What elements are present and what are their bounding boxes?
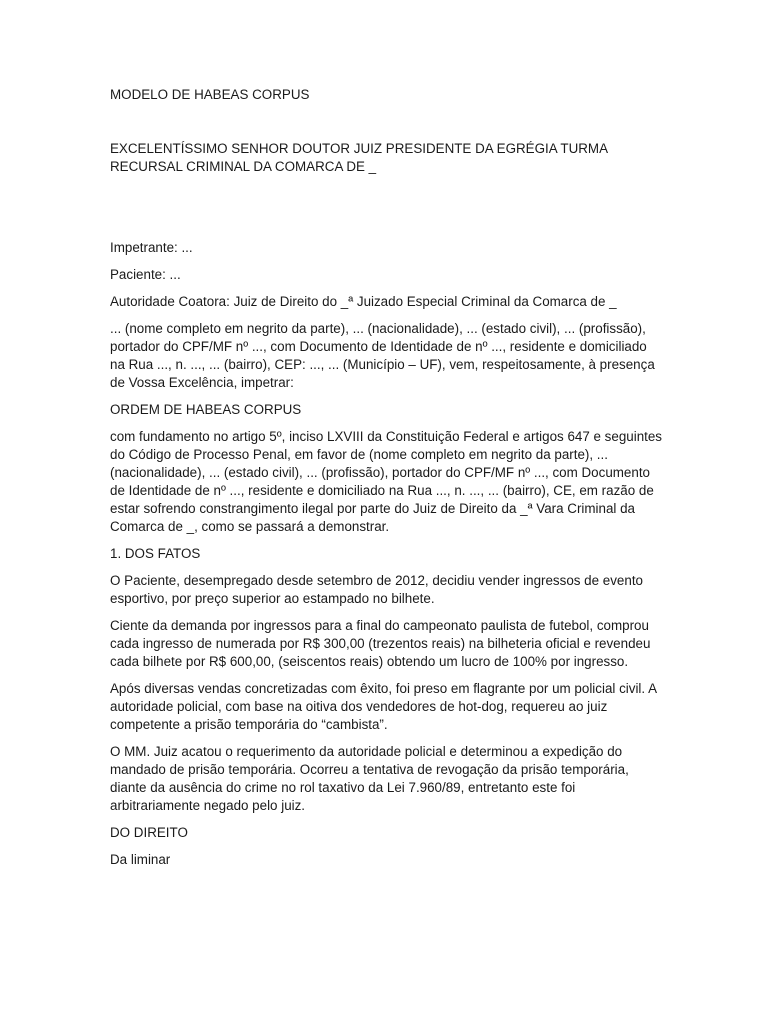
fatos-paragraph-4: O MM. Juiz acatou o requerimento da autoridade policial e determinou a expedição do mandado de prisão temporária. Ocorreu a tentativa de revogação da prisão temporária, diante da ausência do crime no rol taxativo da Lei 7.960/89, entretanto este foi arbitrariamente negado pelo juiz. (110, 744, 629, 813)
fundamento-paragraph: com fundamento no artigo 5º, inciso LXVIII da Constituição Federal e artigos 647 e seguintes do Código de Processo Penal, em favor de (nome completo em negrito da parte), ... (nacionalidade), ... (estado civil), ... (profissão), portador do CPF/MF nº ..., com Documento de Identidade de nº ..., residente e domiciliado na Rua ..., n. ..., ... (bairro), CE, em razão de estar sofrendo constrangimento ilegal por parte do Juiz de Direito da _ª Vara Criminal da Comarca de _, como se passará a demonstrar. (110, 429, 662, 534)
paciente-line: Paciente: ... (110, 267, 181, 282)
fatos-paragraph-1: O Paciente, desempregado desde setembro de 2012, decidiu vender ingressos de evento esportivo, por preço superior ao estampado no bilhete. (110, 573, 643, 606)
direito-heading: DO DIREITO (110, 825, 188, 840)
fatos-paragraph-2: Ciente da demanda por ingressos para a final do campeonato paulista de futebol, comprou cada ingresso de numerada por R$ 300,00 (trezentos reais) na bilheteria oficial e revendeu cada bilhete por R$ 600,00, (seiscentos reais) obtendo um lucro de 100% por ingresso. (110, 618, 651, 669)
ordem-heading: ORDEM DE HABEAS CORPUS (110, 402, 302, 417)
document-title: MODELO DE HABEAS CORPUS (110, 87, 310, 102)
impetrante-line: Impetrante: ... (110, 240, 193, 255)
document-body (110, 86, 662, 878)
liminar-heading: Da liminar (110, 852, 171, 867)
autoridade-coatora-line: Autoridade Coatora: Juiz de Direito do _ª Juizado Especial Criminal da Comarca de _ (110, 294, 617, 309)
fatos-heading: 1. DOS FATOS (110, 546, 201, 561)
qualificacao-paragraph: ... (nome completo em negrito da parte), ... (nacionalidade), ... (estado civil), ... (profissão), portador do CPF/MF nº ..., com Documento de Identidade de nº ..., residente e domiciliado na Rua ..., n. ..., ... (bairro), CEP: ..., ... (Município – UF), vem, respeitosamente, à presença de Vossa Excelência, impetrar: (110, 321, 655, 390)
addressee-heading: EXCELENTÍSSIMO SENHOR DOUTOR JUIZ PRESIDENTE DA EGRÉGIA TURMA RECURSAL CRIMINAL DA COMARCA DE _ (110, 141, 608, 174)
fatos-paragraph-3: Após diversas vendas concretizadas com êxito, foi preso em flagrante por um policial civil. A autoridade policial, com base na oitiva dos vendedores de hot-dog, requereu ao juiz competente a prisão temporária do “cambista”. (110, 681, 657, 732)
